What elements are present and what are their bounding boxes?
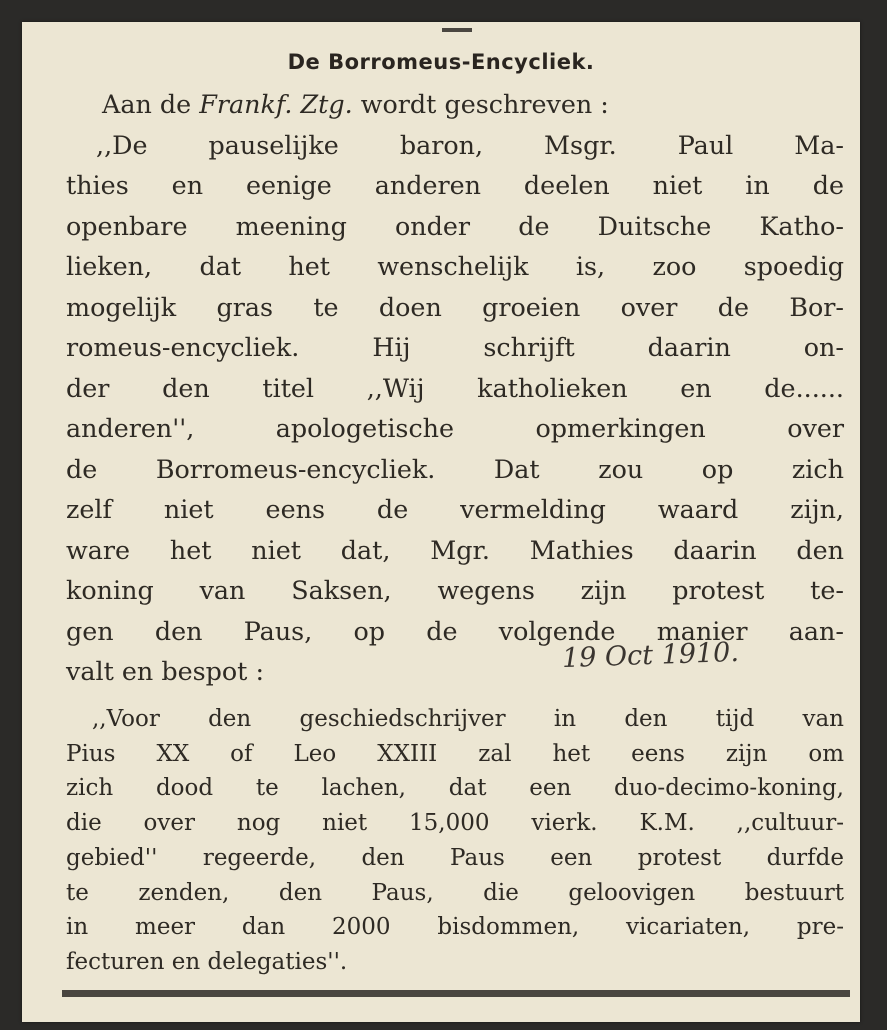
article-line: zelf niet eens de vermelding waard zijn,: [66, 494, 844, 524]
newspaper-clipping: [22, 22, 860, 1022]
quote-line: Pius XX of Leo XXIII zal het eens zijn om: [66, 740, 844, 767]
article-line: de Borromeus-encycliek. Dat zou op zich: [66, 453, 844, 484]
article-line: valt en bespot :: [66, 656, 265, 686]
top-tick-mark: [442, 28, 472, 32]
article-line: thies en eenige anderen deelen niet in de: [66, 170, 844, 200]
article-line: openbare meening onder de Duitsche Katho-: [66, 210, 844, 241]
intro-source: Frankf. Ztg.: [199, 89, 353, 119]
quote-line: zich dood te lachen, dat een duo-decimo-koning,: [66, 775, 844, 802]
quote-line: gebied'' regeerde, den Paus een protest durfde: [66, 844, 844, 871]
quote-line: fecturen en delegaties''.: [66, 948, 348, 975]
handwritten-date-note: 19 Oct 1910.: [561, 636, 740, 675]
quote-line: te zenden, den Paus, die geloovigen bestuurt: [66, 879, 844, 906]
article-line: ware het niet dat, Mgr. Mathies daarin den: [66, 534, 844, 565]
bottom-rule: [62, 990, 850, 997]
article-line: mogelijk gras te doen groeien over de Bor-: [66, 291, 844, 322]
article-line: ,,De pauselijke baron, Msgr. Paul Ma-: [96, 129, 844, 160]
article-line: lieken, dat het wenschelijk is, zoo spoedig: [66, 251, 844, 281]
headline: De Borromeus-Encycliek.: [287, 50, 595, 74]
intro-suffix: wordt geschreven :: [352, 89, 609, 119]
quote-block: [66, 702, 844, 980]
article-line: romeus-encycliek. Hij schrijft daarin on-: [66, 332, 844, 362]
quote-line: in meer dan 2000 bisdommen, vicariaten, pre-: [66, 914, 844, 941]
article-line: der den titel ,,Wij katholieken en de......: [66, 372, 844, 403]
article-line: anderen'', apologetische opmerkingen over: [66, 413, 844, 443]
article-body: [66, 84, 844, 692]
intro-line: [66, 84, 844, 125]
article-line: koning van Saksen, wegens zijn protest te-: [66, 575, 844, 605]
quote-line: die over nog niet 15,000 vierk. K.M. ,,cultuur-: [66, 810, 844, 837]
quote-line: ,,Voor den geschiedschrijver in den tijd van: [92, 706, 844, 732]
article-line: gen den Paus, op de volgende manier aan-: [66, 615, 844, 646]
intro-prefix: Aan de: [102, 89, 200, 119]
